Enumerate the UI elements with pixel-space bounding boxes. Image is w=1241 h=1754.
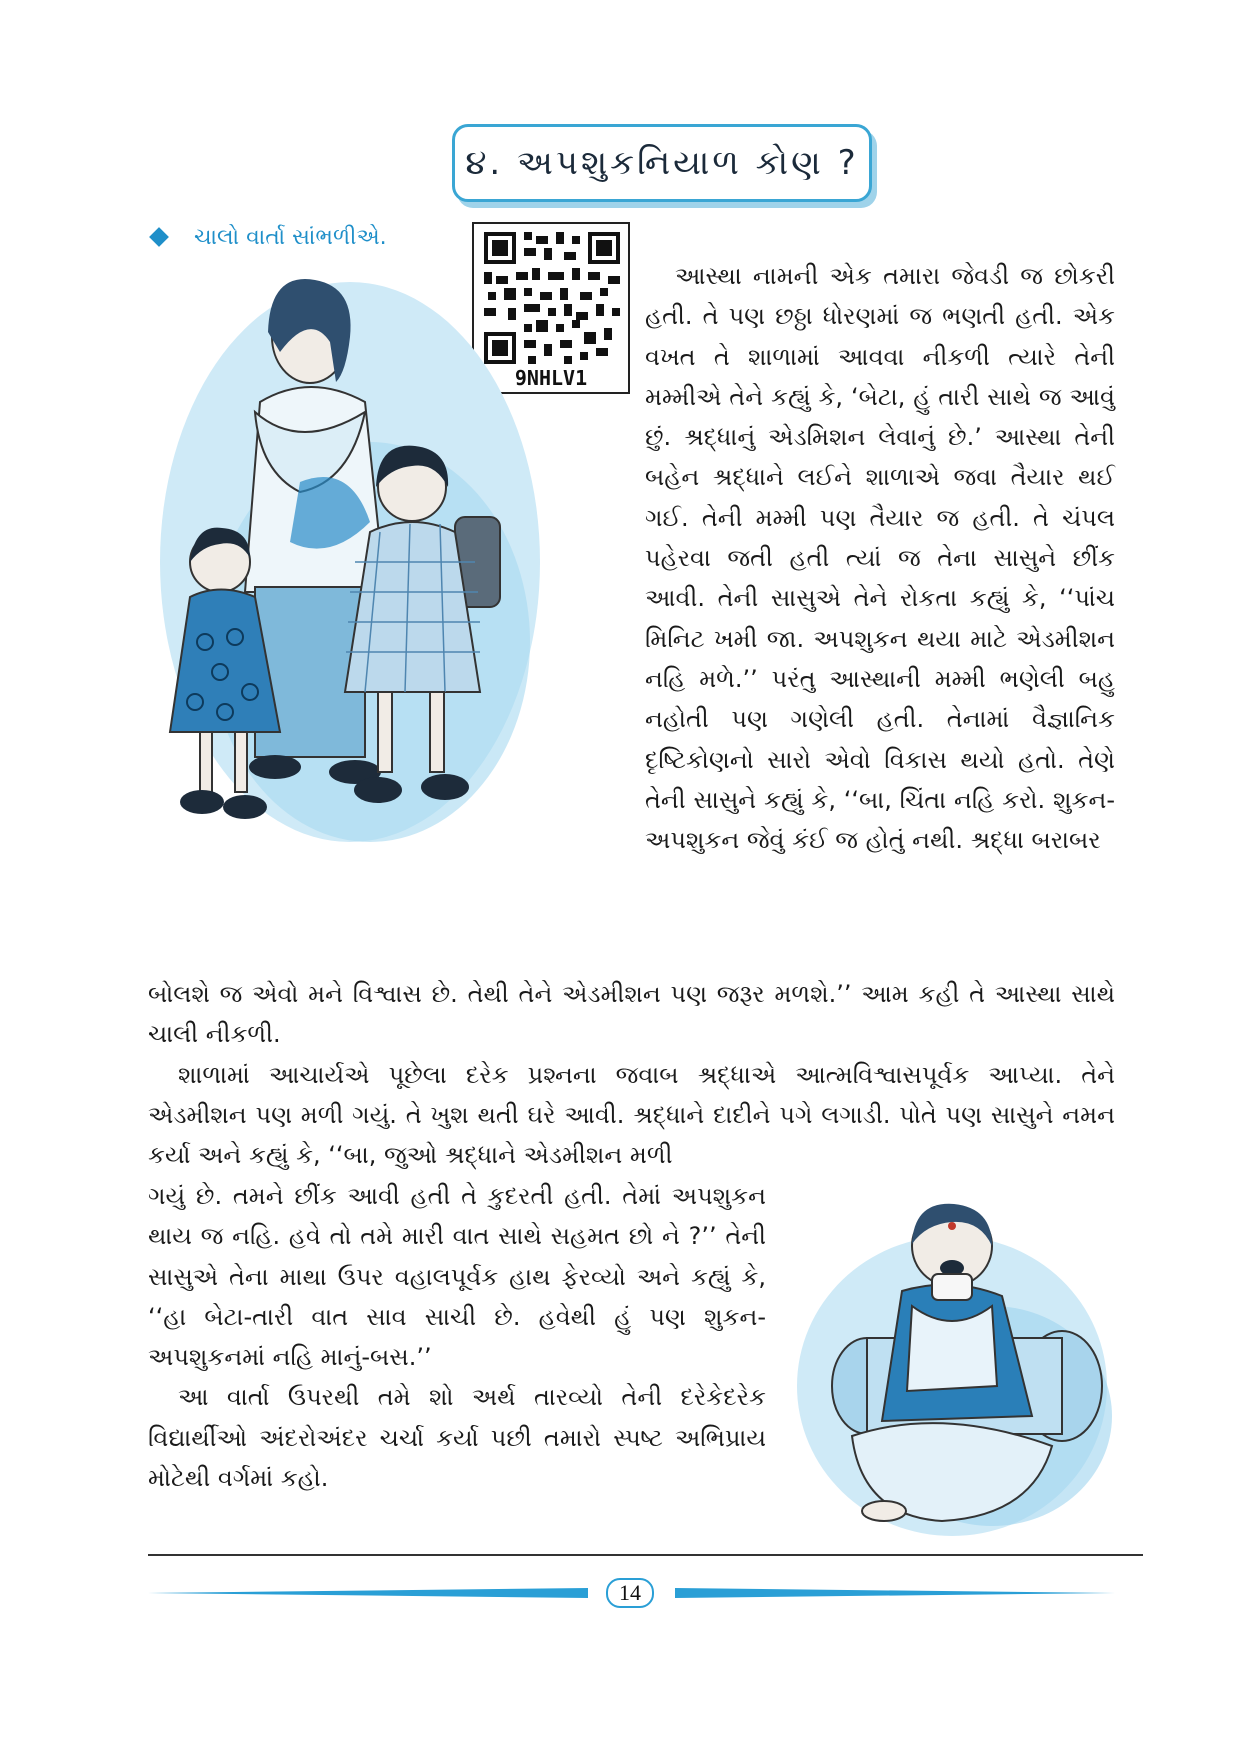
diamond-bullet-icon <box>149 227 169 247</box>
listen-prompt-text: ચાલો વાર્તા સાંભળીએ. <box>194 224 387 250</box>
story-paragraph: બોલશે જ એવો મને વિશ્વાસ છે. તેથી તેને એડમીશન પણ જરૂર મળશે.’’ આમ કહી તે આસ્થા સાથે ચાલી નીકળી. <box>148 980 1115 1049</box>
chapter-title: ૪. અપશુકનિયાળ કોણ ? <box>452 124 872 202</box>
mother-daughters-illustration-icon <box>150 262 570 862</box>
listen-prompt <box>152 222 387 252</box>
story-paragraph: આસ્થા નામની એક તમારા જેવડી જ છોકરી હતી. તે પણ છઠ્ઠા ધોરણમાં જ ભણતી હતી. એક વખત તે શાળામાં આવવા નીકળી ત્યારે તેની મમ્મીએ તેને કહ્યું કે, ‘બેટા, હું તારી સાથે જ આવું છું. શ્રદ્ધાનું એડમિશન લેવાનું છે.’ આસ્થા તેની બહેન શ્રદ્ધાને લઈને શાળાએ જવા તૈયાર થઈ ગઈ. તેની મમ્મી પણ તૈયાર જ હતી. તે ચંપલ પહેરવા જતી હતી ત્યાં જ તેના સાસુને છીંક આવી. તેની સાસુએ તેને રોકતા કહ્યું કે, ‘‘પાંચ મિનિટ ખમી જા. અપશુકન થયા માટે એડમીશન નહિ મળે.’’ પરંતુ આસ્થાની મમ્મી ભણેલી બહુ નહોતી પણ ગણેલી હતી. તેનામાં વૈજ્ઞાનિક દૃષ્ટિકોણનો સારો એવો વિકાસ થયો હતો. તેણે તેની સાસુને કહ્યું કે, ‘‘બા, ચિંતા નહિ કરો. શુકન-અપશુકન જેવું કંઈ જ હોતું નથી. શ્રદ્ધા બરાબર <box>645 262 1115 855</box>
story-right-column <box>645 256 1115 860</box>
story-paragraph: ગયું છે. તમને છીંક આવી હતી તે કુદરતી હતી. તેમાં અપશુકન થાય જ નહિ. હવે તો તમે મારી વાત સાથે સહમત છો ને ?’’ તેની સાસુએ તેના માથા ઉપર વહાલપૂર્વક હાથ ફેરવ્યો અને કહ્યું કે, ‘‘હા બેટા-તારી વાત સાવ સાચી છે. હવેથી હું પણ શુકન-અપશુકનમાં નહિ માનું-બસ.’’ <box>148 1182 766 1372</box>
closing-paragraph: આ વાર્તા ઉપરથી તમે શો અર્થ તારવ્યો તેની દરેકેદરેક વિદ્યાર્થીઓ અંદરોઅંદર ચર્ચા કર્યા પછી તમારો સ્પષ્ટ અભિપ્રાય મોટેથી વર્ગમાં કહો. <box>148 1383 766 1493</box>
story-full-width <box>148 974 1115 1175</box>
qr-code-label: 9NHLV1 <box>514 366 588 390</box>
story-left-column <box>148 1176 766 1498</box>
grandmother-sneezing-illustration-icon <box>792 1186 1112 1536</box>
page-number: 14 <box>606 1578 654 1608</box>
footer-divider <box>148 1554 1143 1556</box>
story-paragraph: શાળામાં આચાર્યએ પૂછેલા દરેક પ્રશ્નના જવાબ શ્રદ્ધાએ આત્મવિશ્વાસપૂર્વક આપ્યા. તેને એડમીશન પણ મળી ગયું. તે ખુશ થતી ઘરે આવી. શ્રદ્ધાને દાદીને પગે લગાડી. પોતે પણ સાસુને નમન કર્યા અને કહ્યું કે, ‘‘બા, જુઓ શ્રદ્ધાને એડમીશન મળી <box>148 1060 1115 1170</box>
